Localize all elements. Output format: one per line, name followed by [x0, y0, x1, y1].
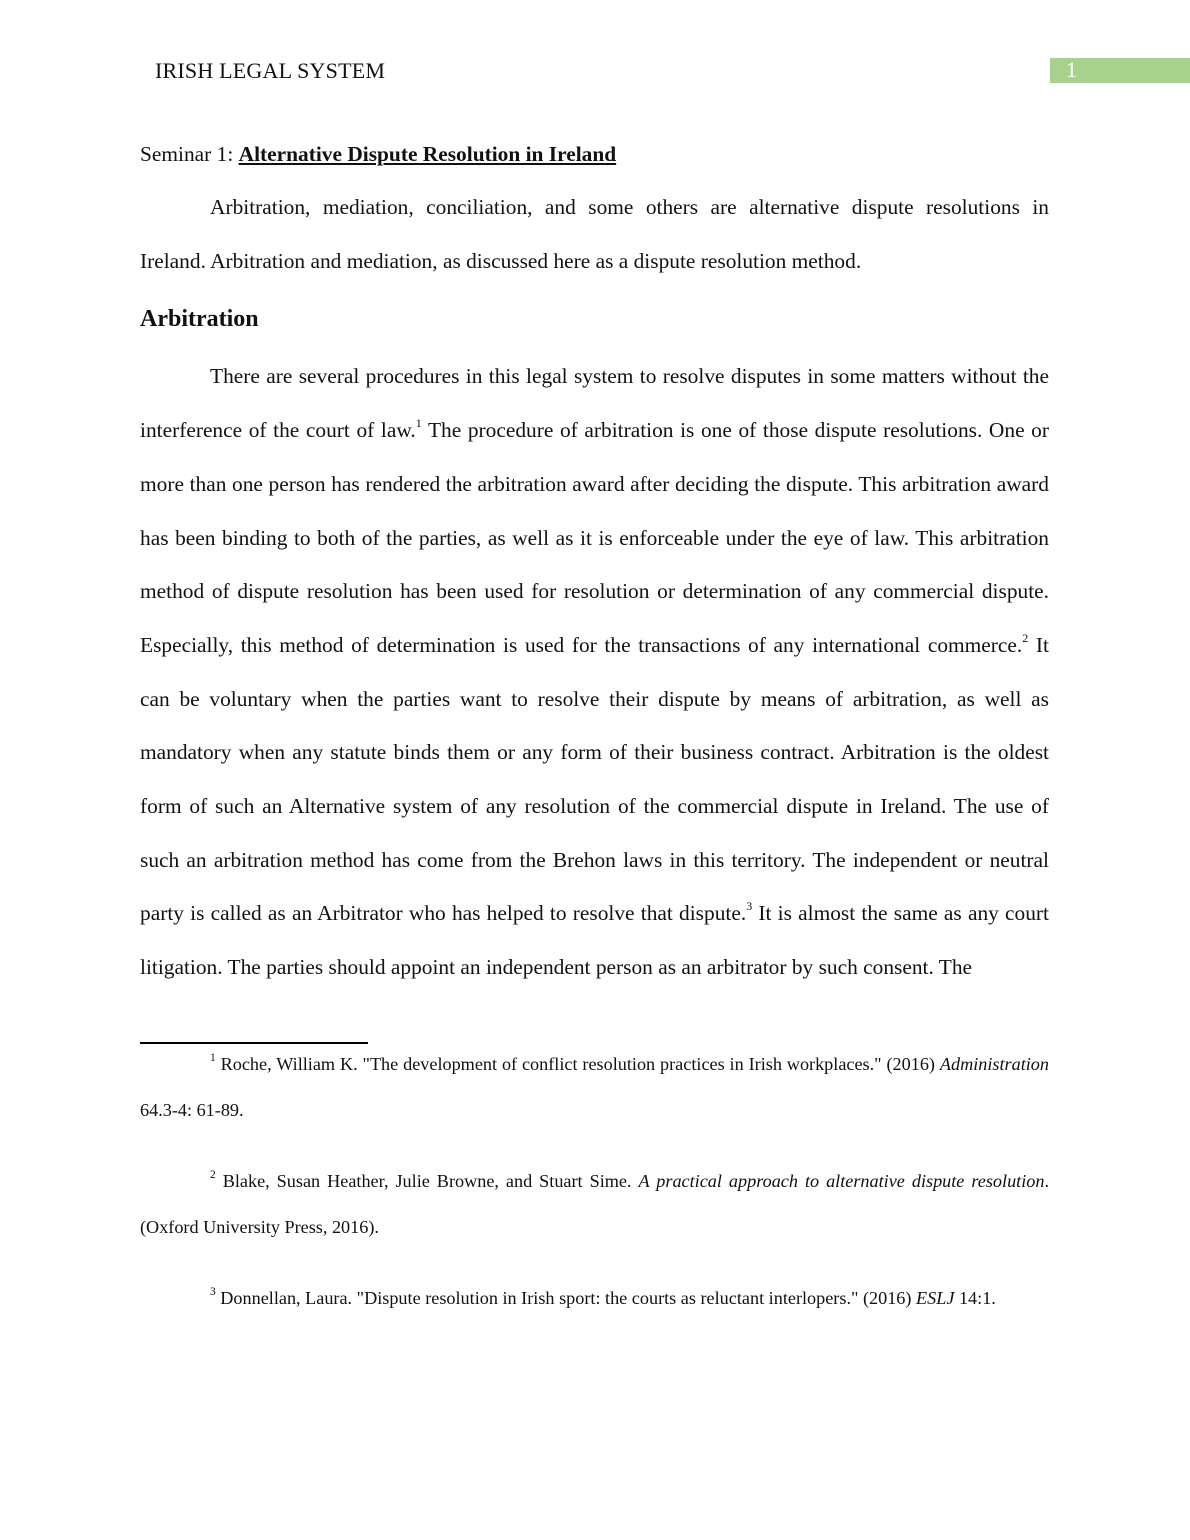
arbitration-paragraph — [140, 350, 1049, 994]
footnote-journal: Administration — [939, 1054, 1049, 1074]
footnote-text-end: 64.3-4: 61-89. — [140, 1099, 244, 1120]
footnote-3 — [140, 1276, 1049, 1322]
arbitration-text-4: It is almost the same as any court litigation. The parties should appoint an independent person as an arbitrator by such consent. The — [140, 901, 1049, 980]
footnote-2 — [140, 1159, 1049, 1250]
footnote-ref-1[interactable]: 1 — [415, 415, 422, 430]
intro-paragraph: Arbitration, mediation, conciliation, and some others are alternative dispute resolutions in Ireland. Arbitration and mediation, as discussed here as a dispute resolution method. — [140, 195, 1049, 273]
footnote-ref-2[interactable]: 2 — [1022, 630, 1029, 645]
footnote-text: Donnellan, Laura. "Dispute resolution in Irish sport: the courts as reluctant interlopers." (2016) — [215, 1288, 916, 1308]
footnote-journal: ESLJ — [916, 1288, 955, 1308]
footnote-number: 3 — [210, 1285, 216, 1298]
arbitration-text-2: The procedure of arbitration is one of those dispute resolutions. One or more than one person has rendered the arbitration award after deciding the dispute. This arbitration award has been binding to both of the parties, as well as it is enforceable under the eye of law. This arbitration method of dispute resolution has been used for resolution or determination of any commercial dispute. Especially, this method of determination is used for the transactions of any international commerce. — [140, 418, 1049, 657]
footnote-text: Roche, William K. "The development of conflict resolution practices in Irish workplaces." (2016) — [215, 1054, 940, 1074]
footnote-book-title: A practical approach to alternative dispute resolution — [638, 1171, 1045, 1191]
document-body — [140, 127, 1049, 995]
footnote-ref-3[interactable]: 3 — [746, 899, 753, 914]
arbitration-text-1: There are several procedures in this legal system to resolve disputes in some matters without the interference of the court of law. — [140, 364, 1049, 443]
running-head: IRISH LEGAL SYSTEM — [155, 58, 386, 83]
footnote-1 — [140, 1042, 1049, 1133]
arbitration-text-3: It can be voluntary when the parties want to resolve their dispute by means of arbitration, as well as mandatory when any statute binds them or any form of their business contract. Arbitration is the oldest form of such an Alternative system of any resolution of the commercial dispute in Ireland. The use of such an arbitration method has come from the Brehon laws in this territory. The independent or neutral party is called as an Arbitrator who has helped to resolve that dispute. — [140, 632, 1049, 926]
seminar-prefix: Seminar 1: — [140, 142, 239, 166]
seminar-title: Alternative Dispute Resolution in Ireland — [238, 142, 617, 166]
footnote-number: 1 — [210, 1051, 216, 1064]
footnotes — [140, 1042, 1049, 1348]
section-heading-arbitration: Arbitration — [140, 306, 259, 333]
footnote-number: 2 — [210, 1168, 216, 1181]
page-number: 1 — [1066, 57, 1077, 82]
page-number-bar — [1050, 58, 1190, 83]
footnote-text-end: . (Oxford University Press, 2016). — [140, 1171, 1049, 1237]
footnote-text: Blake, Susan Heather, Julie Browne, and Stuart Sime. — [215, 1171, 639, 1191]
seminar-line — [140, 127, 1049, 181]
footnote-text-end: 14:1. — [954, 1288, 996, 1308]
